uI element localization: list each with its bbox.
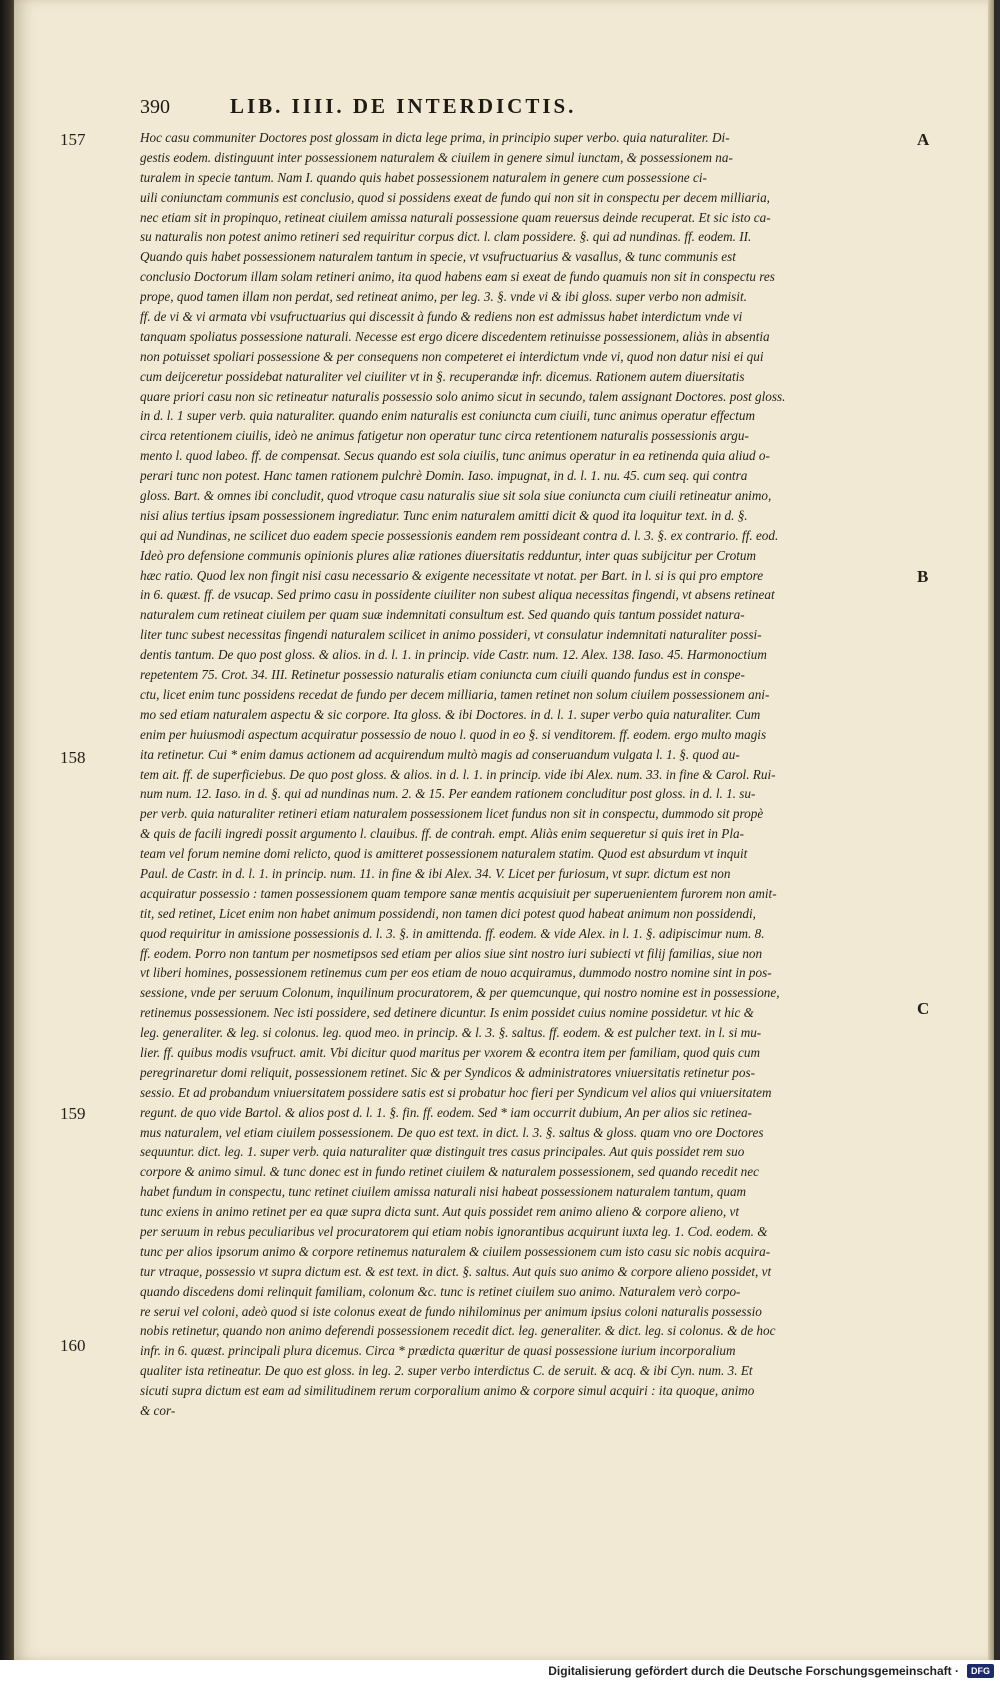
text-line: Paul. de Castr. in d. l. 1. in princip. num. 11. in fine & ibi Alex. 34. V. Licet per furiosum, vt supr. dictum est non bbox=[140, 865, 731, 881]
text-line: ff. de vi & vi armata vbi vsufructuarius qui discessit à fundo & rediens non est admissus habet interdictum vnde vi bbox=[140, 309, 743, 325]
text-line: ctu, licet enim tunc possidens recedat de fundo per decem milliaria, tamen retinet non solum ciuilem possessionem ani- bbox=[140, 686, 770, 702]
text-line: su naturalis non potest animo retineri sed requiritur corpus dict. l. clam possidere. §. qui ad nundinas. ff. eodem. II. bbox=[140, 229, 752, 245]
text-line: nobis retinetur, quando non animo deferendi possessionem recedit dict. leg. generaliter. & dict. leg. si colonus. & de hoc bbox=[140, 1323, 776, 1339]
margin-number: 158 bbox=[60, 748, 86, 767]
text-line: tunc per alios ipsorum animo & corpore retinemus naturalem & ciuilem possessionem cum isto casu sic nobis acquira- bbox=[140, 1243, 771, 1259]
margin-number: 160 bbox=[60, 1336, 86, 1355]
text-line: liter tunc subest necessitas fingendi naturalem scilicet in animo possideri, vt consulatur indemnitati naturaliter possi- bbox=[140, 627, 762, 643]
dfg-logo-icon: DFG bbox=[967, 1664, 994, 1678]
text-line: quare priori casu non sic retineatur naturalis possessio solo animo sicut in secundo, talem assignant Doctores. post gloss. bbox=[140, 388, 786, 404]
text-line: circa retentionem ciuilis, ideò ne animus fatigetur non operatur tunc circa retentionem naturalis possessionis argu- bbox=[140, 428, 749, 444]
footer-credit: Digitalisierung gefördert durch die Deutsche Forschungsgemeinschaft · bbox=[548, 1663, 959, 1678]
text-line: per seruum in rebus peculiaribus vel procuratorem qui etiam nobis ignorantibus acquirunt iuxta leg. 1. Cod. eodem. & bbox=[140, 1223, 768, 1239]
text-line: perari tunc non potest. Hanc tamen rationem pulchrè Domin. Iaso. impugnat, in d. l. 1. nu. 45. cum seq. qui contra bbox=[140, 468, 748, 484]
text-line: prope, quod tamen illam non perdat, sed retineat animo, per leg. 3. §. vnde vi & ibi gloss. super verbo non admisit. bbox=[140, 289, 747, 305]
text-line: tanquam spoliatus possessione naturali. Necesse est ergo dicere discedentem retinuisse possessionem, aliàs in absentia bbox=[140, 328, 770, 344]
text-line: conclusio Doctorum illam solam retineri animo, ita quod habens eam si exeat de fundo quamuis non sit in conspectu res bbox=[140, 269, 775, 285]
text-line: qui ad Nundinas, ne scilicet duo eadem specie possessionis eandem rem possideant contra d. l. 3. §. ex contrario. ff. eod. bbox=[140, 527, 779, 543]
margin-number: 157 bbox=[60, 130, 86, 149]
text-line: hæc ratio. Quod lex non fingit nisi casu necessario & exigente necessitate vt notat. per Bart. in l. si is qui pro emptore bbox=[140, 567, 764, 583]
text-line: enim per huiusmodi aspectum acquiratur possessio de nouo l. quod in eo §. si venditorem. ff. eodem. ergo multo magis bbox=[140, 726, 767, 742]
text-line: vt liberi homines, possessionem retinemus cum per eos etiam de nouo acquiramus, dummodo nostro nomine sint in pos- bbox=[140, 965, 772, 981]
text-line: quod requiritur in amissione possessionis d. l. 3. §. in amittenda. ff. eodem. & vide Alex. in l. 1. §. adipiscimur num. 8. bbox=[140, 925, 765, 941]
text-line: tit, sed retinet, Licet enim non habet animum possidendi, non tamen dici potest quod habeat animum non possidendi, bbox=[140, 905, 756, 921]
text-line: habet fundum in conspectu, tunc retinet ciuilem amissa naturali nisi habeat possessionem naturalem tantum, quam bbox=[140, 1184, 747, 1200]
text-line: sessione, vnde per seruum Colonum, inquilinum procuratorem, & per quemcunque, qui nostro nomine est in possessione, bbox=[140, 985, 780, 1001]
text-line: gestis eodem. distinguunt inter possessionem naturalem & ciuilem in genere simul iunctam, & possessionem na- bbox=[140, 149, 733, 165]
text-line: Ideò pro defensione communis opinionis plures aliæ rationes diuersitatis redduntur, inter quas subijcitur per Crotum bbox=[140, 547, 757, 563]
margin-letter: A bbox=[917, 130, 930, 149]
text-line: repetentem 75. Crot. 34. III. Retinetur possessio naturalis etiam coniuncta cum ciuili quando fundus est in conspe- bbox=[140, 667, 745, 683]
text-line: num num. 12. Iaso. in d. §. qui ad nundinas num. 2. & 15. Per eandem rationem concluditur post gloss. in d. l. 1. su- bbox=[140, 786, 756, 802]
text-line: acquiratur possessio : tamen possessionem quam tempore sanæ mentis acquisiuit per superuenientem furorem non amit- bbox=[140, 885, 777, 901]
text-line: infr. in 6. quæst. principali plura dicemus. Circa * prædicta quæritur de quasi possessione iurium incorporalium bbox=[140, 1343, 736, 1359]
text-line: quando discedens domi relinquit familiam, colonum &c. tunc is retinet ciuilem suo animo. Naturalem verò corpo- bbox=[140, 1283, 741, 1299]
footer-bar bbox=[0, 1660, 1000, 1681]
text-line: team vel forum nemine domi relicto, quod is amitteret possessionem naturalem statim. Quod est absurdum vt inquit bbox=[140, 846, 748, 862]
text-line: re serui vel coloni, adeò quod si iste colonus exeat de fundo nihilominus per animum ipsius coloni naturalis possessio bbox=[140, 1303, 762, 1319]
text-line: ff. eodem. Porro non tantum per nosmetipsos sed etiam per alios siue sint nostro iuri subiecti vt filij familias, siue non bbox=[140, 945, 763, 961]
text-line: Hoc casu communiter Doctores post glossam in dicta lege prima, in principio super verbo. quia naturaliter. Di- bbox=[140, 130, 730, 145]
text-line: in d. l. 1 super verb. quia naturaliter. quando enim naturalis est coniuncta cum ciuili, tunc animus operatur effectum bbox=[140, 408, 755, 424]
text-line: & cor- bbox=[140, 1403, 176, 1418]
margin-letter: B bbox=[917, 567, 929, 586]
text-line: tur vtraque, possessio vt supra dictum est. & est text. in dict. §. saltus. Aut quis suo animo & corpore alieno possidet, vt bbox=[140, 1263, 772, 1279]
text-line: nec etiam sit in propinquo, retineat ciuilem amissa naturali possessione quam reuersus deinde recuperat. Et sic isto ca- bbox=[140, 209, 771, 225]
text-line: mo sed etiam naturalem aspectu & sic corpore. Ita gloss. & ibi Doctores. in d. l. 1. super verbo quia naturaliter. Cum bbox=[140, 706, 761, 722]
text-line: regunt. de quo vide Bartol. & alios post d. l. 1. §. fin. ff. eodem. Sed * iam occurrit dubium, An per alios sic retinea- bbox=[140, 1104, 752, 1120]
text-line: tem ait. ff. de superficiebus. De quo post gloss. & alios. in d. l. 1. in princip. vide ibi Alex. num. 33. in fine & Carol. Rui- bbox=[140, 766, 776, 782]
text-line: cum deijceretur possidebat naturaliter vel ciuiliter vt in §. recuperandæ infr. dicemus. Rationem autem diuersitatis bbox=[140, 368, 745, 384]
text-line: non potuisset spoliari possessione & per consequens non competeret ei interdictum vnde vi, quod non datur nisi ei qui bbox=[140, 348, 764, 364]
text-line: peregrinaretur domi reliquit, possessionem retinet. Sic & per Syndicos & administratores vniuersitatis retinetur pos- bbox=[140, 1064, 755, 1080]
text-line: mento l. quod labeo. ff. de compensat. Secus quando est sola ciuilis, tunc animus operatur in ea retinenda quia aliud o- bbox=[140, 448, 770, 464]
text-line: in 6. quæst. ff. de vsucap. Sed primo casu in possidente ciuiliter non subest aliqua necessitas fingendi, vt absens retineat bbox=[140, 587, 775, 603]
text-line: lier. ff. quibus modis vsufruct. amit. Vbi dicitur quod maritus per vxorem & econtra item per familiam, quod quis cum bbox=[140, 1044, 761, 1060]
text-line: dentis tantum. De quo post gloss. & alios. in d. l. 1. in princip. vide Castr. num. 12. Alex. 138. Iaso. 45. Harmonoctium bbox=[140, 647, 767, 663]
text-line: uili coniunctam communis est conclusio, quod si possidens exeat de fundo qui non sit in conspectu per decem milliaria, bbox=[140, 189, 770, 205]
text-line: & quis de facili ingredi possit argumento l. clauibus. ff. de contrah. empt. Aliàs enim sequeretur si quis iret in Pla- bbox=[140, 826, 745, 842]
text-line: qualiter ista retineatur. De quo est gloss. in leg. 2. super verbo interdictus C. de seruit. & acq. & ibi Cyn. num. 3. Et bbox=[140, 1363, 753, 1379]
text-line: tunc exiens in animo retinet per ea quæ supra dicta sunt. Aut quis possidet rem animo alieno & corpore alieno, vt bbox=[140, 1204, 739, 1220]
text-line: leg. generaliter. & leg. si colonus. leg. quod meo. in princip. & l. 3. §. saltus. ff. eodem. & est pulcher text. in l. si mu- bbox=[140, 1025, 762, 1041]
page-edge bbox=[988, 0, 994, 1660]
text-line: sequuntur. dict. leg. 1. super verb. quia naturaliter quæ distinguit tres casus principales. Aut quis possidet rem suo bbox=[140, 1144, 745, 1160]
running-title: LIB. IIII. DE INTERDICTIS. bbox=[230, 94, 577, 118]
text-line: per verb. quia naturaliter retineri etiam naturalem possessionem licet fundus non sit in conspectu, dummodo sit propè bbox=[140, 806, 764, 822]
body-text bbox=[140, 128, 898, 1421]
text-line: corpore & animo simul. & tunc donec est in fundo retinet ciuilem & naturalem possessionem, sed quando recedit nec bbox=[140, 1164, 759, 1180]
text-line: ita retinetur. Cui * enim damus actionem ad acquirendum multò magis ad conseruandum vulgata l. 1. §. quod au- bbox=[140, 746, 740, 762]
page-number: 390 bbox=[140, 96, 170, 118]
text-line: sicuti supra dictum est eam ad similitudinem rerum corporalium animo & corpore simul acquiri : ita quoque, animo bbox=[140, 1383, 755, 1399]
text-line: mus naturalem, vel etiam ciuilem possessionem. De quo est text. in dict. l. 3. §. saltus & gloss. quam vno ore Doctores bbox=[140, 1124, 764, 1140]
text-line: retinemus possessionem. Nec isti possidere, sed detinere dicuntur. Is enim possidet cuius nomine possidetur. vt hic & bbox=[140, 1005, 754, 1021]
text-line: Quando quis habet possessionem naturalem tantum in specie, vt vsufructuarius & vasallus, & tunc communis est bbox=[140, 249, 736, 265]
margin-number: 159 bbox=[60, 1104, 86, 1123]
margin-letter: C bbox=[917, 999, 930, 1018]
text-line: gloss. Bart. & omnes ibi concludit, quod vtroque casu naturalis siue sit sola siue coniuncta cum ciuili retineatur animo, bbox=[140, 488, 772, 504]
text-line: turalem in specie tantum. Nam I. quando quis habet possessionem naturalem in genere cum possessione ci- bbox=[140, 169, 707, 185]
text-line: nisi alius tertius ipsam possessionem ingrediatur. Tunc enim naturalem amitti dicit & quod ita loquitur text. in d. §. bbox=[140, 507, 748, 523]
text-line: sessio. Et ad probandum vniuersitatem possidere satis est si probatur hoc fieri per Syndicum vel alios qui vniuersitatem bbox=[140, 1084, 772, 1100]
page-header bbox=[140, 94, 900, 124]
text-line: naturalem cum retineat ciuilem per quam suæ indemnitati consultum est. Sed quando quis tantum possidet natura- bbox=[140, 607, 745, 623]
